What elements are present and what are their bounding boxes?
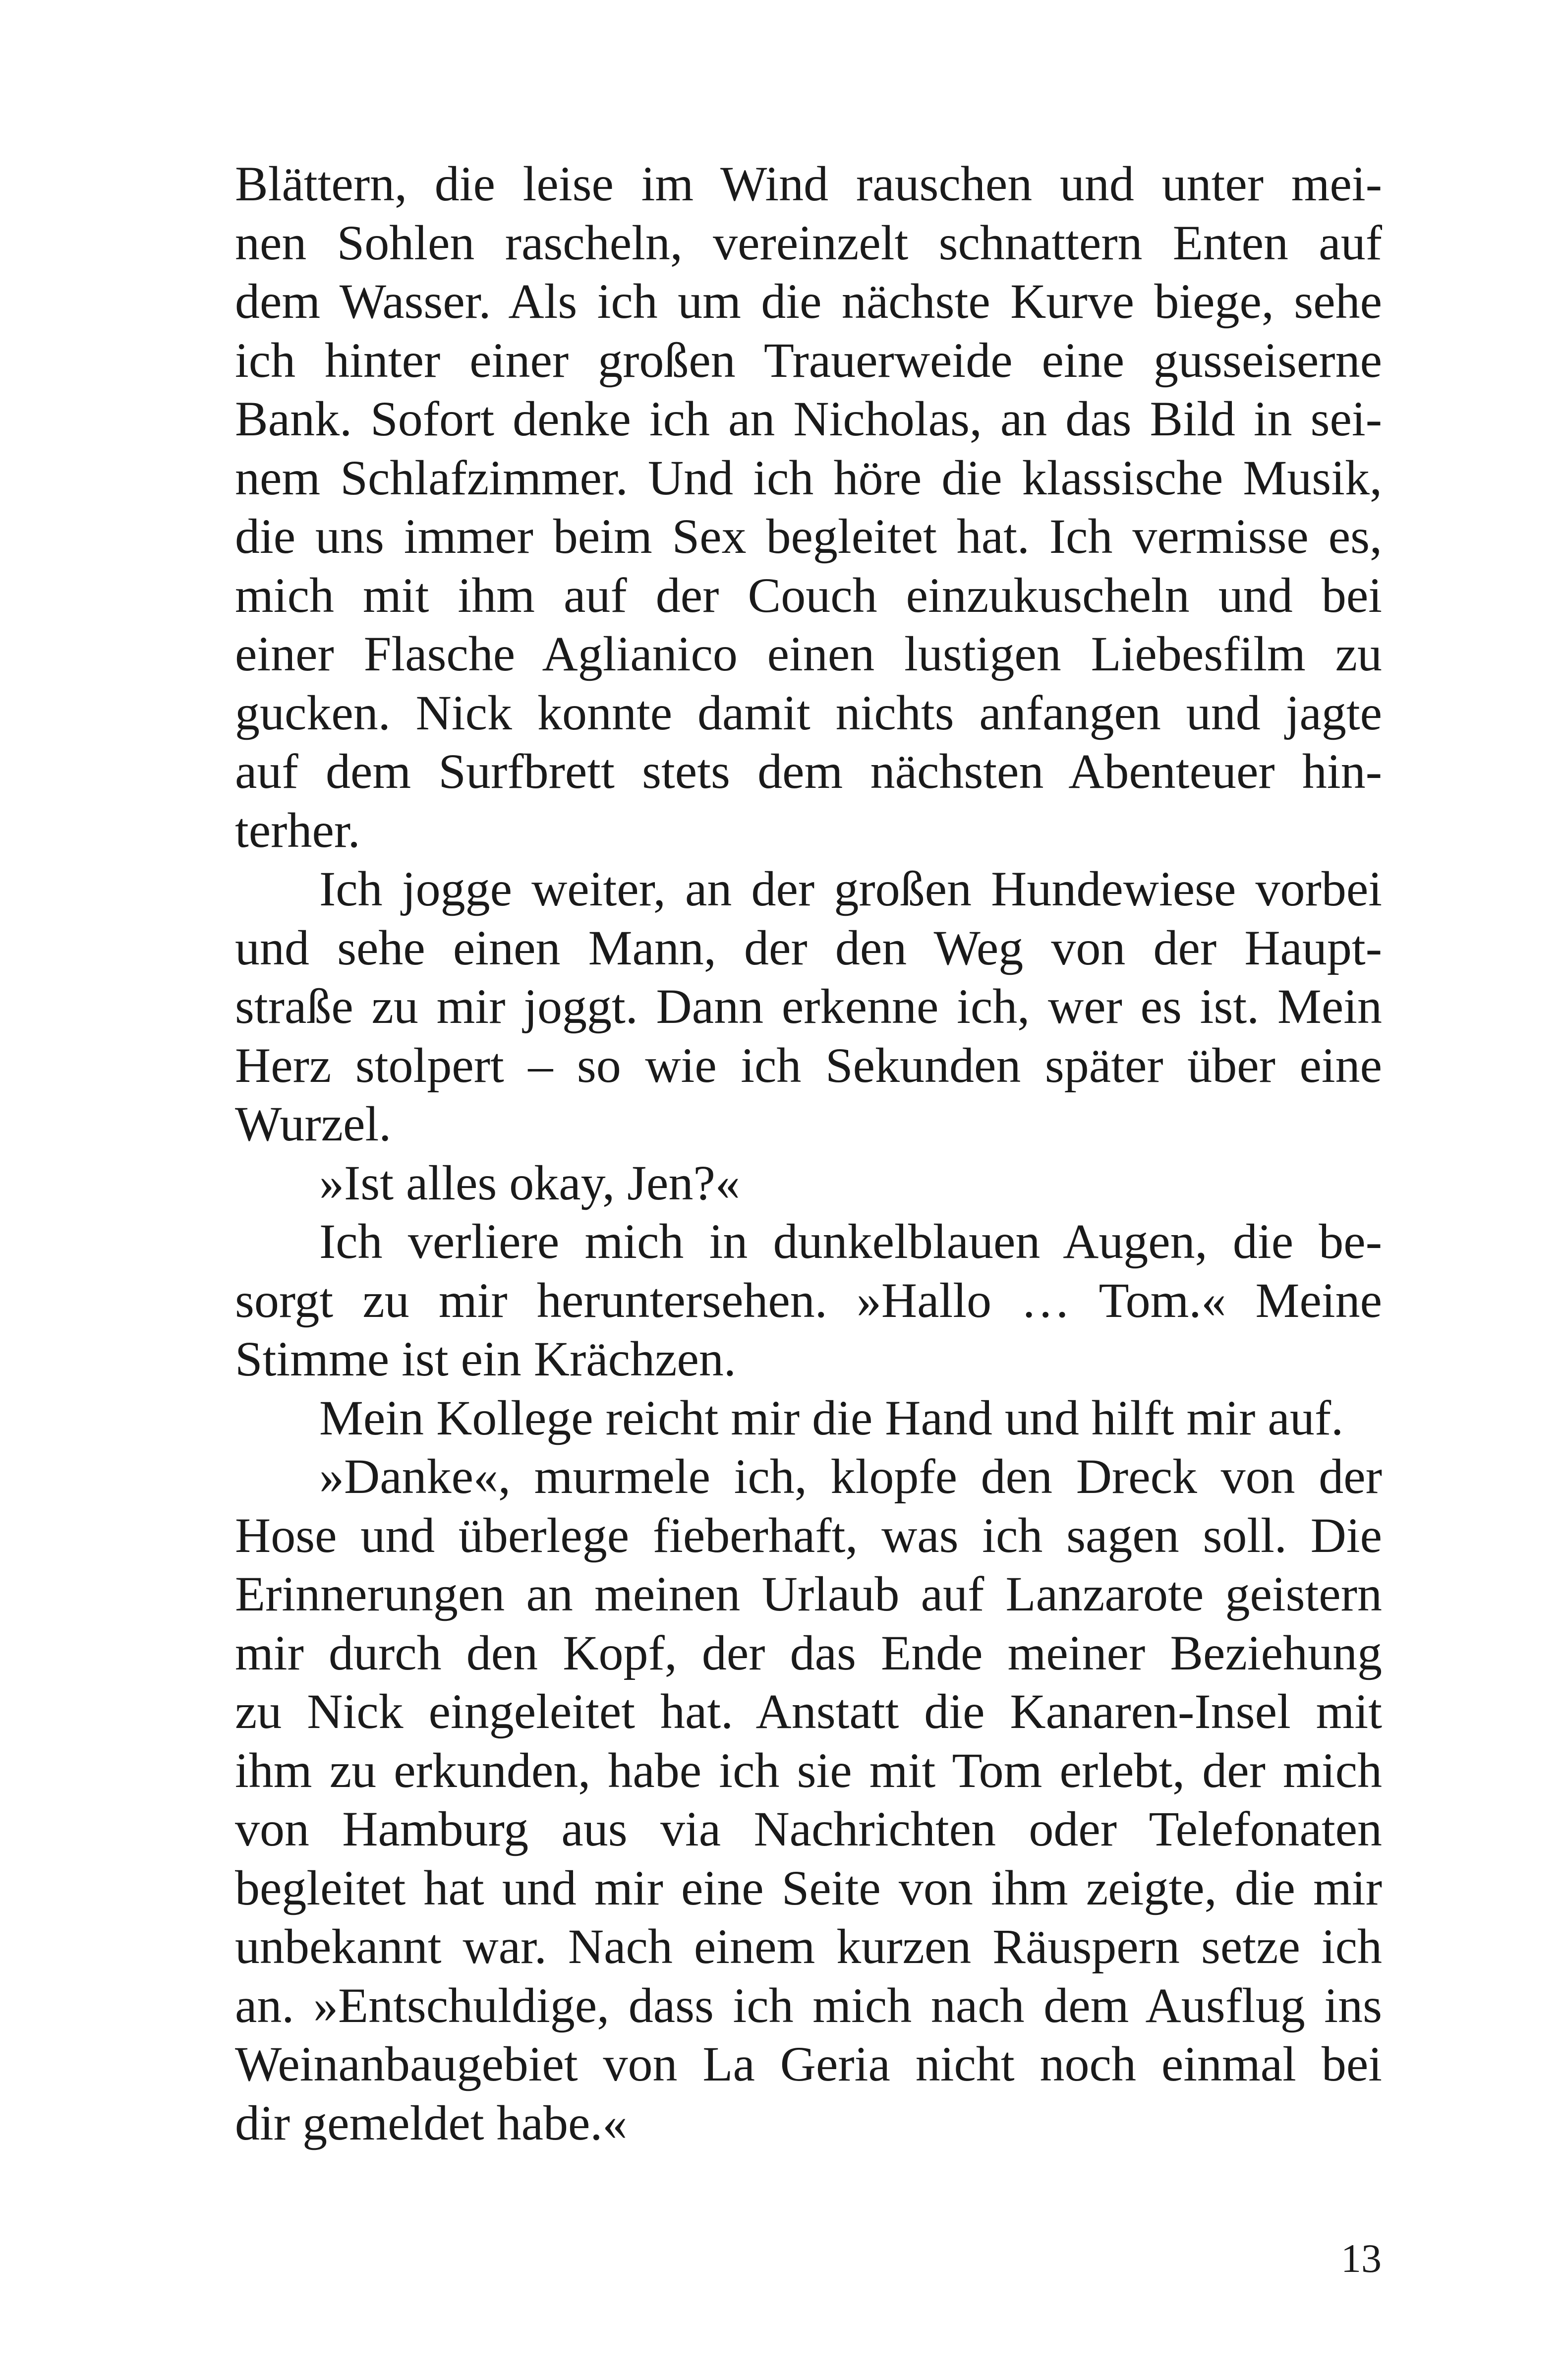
text-line: »Ist alles okay, Jen?«: [319, 1155, 740, 1210]
text-line: sorgt zu mir heruntersehen. »Hallo … Tom.« Meine: [235, 1272, 1382, 1328]
text-line: einer Flasche Aglianico einen lustigen Liebesfilm zu: [235, 626, 1382, 681]
text-line: an. »Entschuldige, dass ich mich nach dem Ausflug ins: [235, 1977, 1382, 2033]
text-line: begleitet hat und mir eine Seite von ihm zeigte, die mir: [235, 1860, 1382, 1915]
text-line: straße zu mir joggt. Dann erkenne ich, wer es ist. Mein: [235, 979, 1382, 1034]
text-line: Stimme ist ein Krächzen.: [235, 1331, 736, 1386]
text-line: ihm zu erkunden, habe ich sie mit Tom erlebt, der mich: [235, 1742, 1382, 1798]
text-line: dir gemeldet habe.«: [235, 2095, 628, 2150]
text-line: Ich verliere mich in dunkelblauen Augen, die be-: [319, 1214, 1382, 1269]
text-line: mich mit ihm auf der Couch einzukuscheln und bei: [235, 567, 1382, 623]
text-line: unbekannt war. Nach einem kurzen Räuspern setze ich: [235, 1919, 1382, 1974]
text-line: Blättern, die leise im Wind rauschen und unter mei-: [235, 156, 1382, 211]
text-line: auf dem Surfbrett stets dem nächsten Abenteuer hin-: [235, 744, 1382, 799]
text-line: Ich jogge weiter, an der großen Hundewiese vorbei: [319, 861, 1382, 916]
text-line: ich hinter einer großen Trauerweide eine gusseiserne: [235, 332, 1382, 388]
text-line: nen Sohlen rascheln, vereinzelt schnattern Enten auf: [235, 215, 1382, 270]
text-line: Herz stolpert – so wie ich Sekunden später über eine: [235, 1037, 1382, 1093]
text-line: und sehe einen Mann, der den Weg von der Haupt-: [235, 920, 1382, 975]
text-line: die uns immer beim Sex begleitet hat. Ich vermisse es,: [235, 509, 1382, 564]
text-line: mir durch den Kopf, der das Ende meiner Beziehung: [235, 1625, 1382, 1680]
text-line: Mein Kollege reicht mir die Hand und hilft mir auf.: [319, 1390, 1344, 1445]
text-line: Hose und überlege fieberhaft, was ich sagen soll. Die: [235, 1507, 1382, 1563]
text-line: Weinanbaugebiet von La Geria nicht noch einmal bei: [235, 2036, 1382, 2091]
page-number: 13: [1341, 2236, 1382, 2281]
text-line: Erinnerungen an meinen Urlaub auf Lanzarote geistern: [235, 1566, 1382, 1621]
text-line: »Danke«, murmele ich, klopfe den Dreck von der: [319, 1449, 1382, 1504]
text-line: zu Nick eingeleitet hat. Anstatt die Kanaren-Insel mit: [235, 1684, 1382, 1739]
text-line: Bank. Sofort denke ich an Nicholas, an das Bild in sei-: [235, 391, 1382, 446]
text-line: terher.: [235, 802, 360, 858]
text-line: Wurzel.: [235, 1096, 392, 1151]
text-line: gucken. Nick konnte damit nichts anfangen und jagte: [235, 685, 1382, 740]
body-text: [235, 155, 1382, 2152]
text-line: von Hamburg aus via Nachrichten oder Telefonaten: [235, 1801, 1382, 1856]
text-line: dem Wasser. Als ich um die nächste Kurve biege, sehe: [235, 274, 1382, 329]
text-line: nem Schlafzimmer. Und ich höre die klassische Musik,: [235, 450, 1382, 505]
